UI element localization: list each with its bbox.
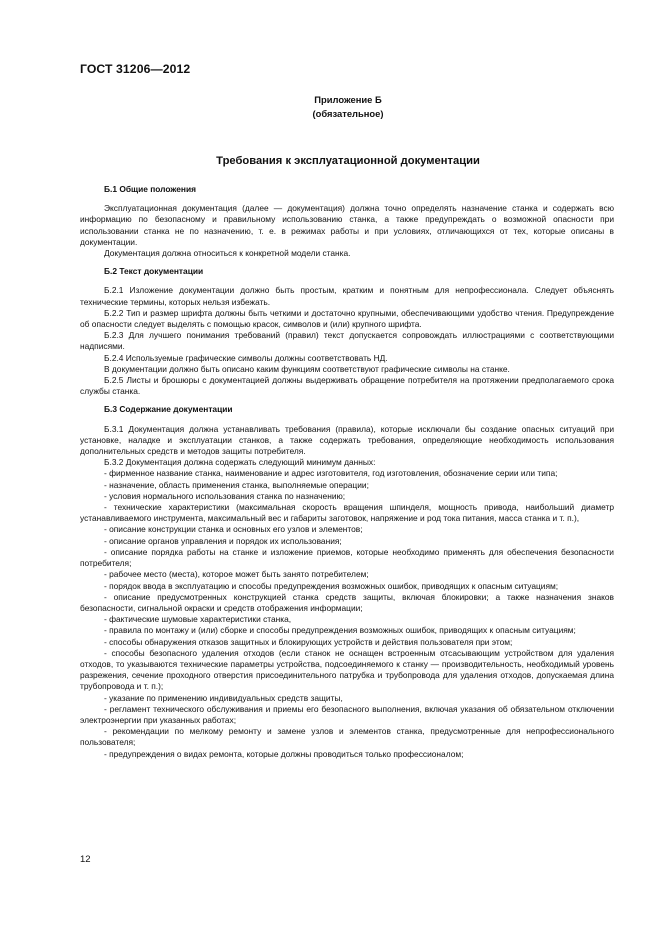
paragraph: В документации должно быть описано каким функциям соответствуют графические символы на станке. — [104, 363, 510, 374]
section-heading-b1: Б.1 Общие положения — [104, 184, 196, 194]
list-item: - рабочее место (места), которое может быть занято потребителем; — [104, 569, 369, 580]
list-item: - порядок ввода в эксплуатацию и способы предупреждения возможных ошибок, приводящих к опасным ситуациям; — [104, 580, 559, 591]
paragraph: Б.2.3 Для лучшего понимания требований (правил) текст допускается сопровождать иллюстрациями с соответствующими надписями. — [80, 330, 614, 352]
paragraph: Б.2.2 Тип и размер шрифта должны быть четкими и достаточно крупными, обеспечивающими удобство чтения. Предупреждение об опасности следует выделять с помощью красок, символов и (или) крупного шрифта. — [80, 307, 614, 330]
list-item: - описание органов управления и порядок их использования; — [104, 535, 342, 546]
section-heading-b3: Б.3 Содержание документации — [104, 404, 233, 415]
document-body — [80, 184, 614, 760]
document-header: ГОСТ 31206—2012 — [80, 62, 191, 76]
paragraph: Б.2.5 Листы и брошюры с документацией должны выдерживать обращение потребителя на протяжении предполагаемого срока службы станка. — [80, 375, 614, 397]
list-item: - фактические шумовые характеристики станка, — [104, 614, 292, 625]
list-item: - назначение, область применения станка, выполняемые операции; — [104, 479, 369, 490]
list-item: - предупреждения о видах ремонта, которые должны проводиться только профессионалом; — [104, 748, 464, 759]
paragraph: Б.2.1 Изложение документации должно быть простым, кратким и понятным для непрофессионала. Следует объяснять технические термины, которых нельзя избежать. — [80, 285, 614, 307]
list-item: - способы обнаружения отказов защитных и блокирующих устройств и действия пользователя при этом; — [104, 636, 513, 647]
appendix-label-block — [0, 93, 661, 121]
list-item: - описание предусмотренных конструкцией станка средств защиты, включая блокировки; а также назначения знаков безопасности, сигнальной окраски и средств отображения информации; — [80, 591, 614, 613]
section-heading-b2: Б.2 Текст документации — [104, 266, 204, 277]
list-item: - фирменное название станка, наименование и адрес изготовителя, год изготовления, обозначение серии или типа; — [104, 468, 558, 479]
list-item: - указание по применению индивидуальных средств защиты, — [104, 692, 343, 703]
list-item: - рекомендации по мелкому ремонту и замене узлов и элементов станка, предусмотренные для непрофессионального пользователя; — [80, 726, 614, 748]
appendix-title-text: Требования к эксплуатационной документации — [216, 155, 480, 167]
list-item: - правила по монтажу и (или) сборке и способы предупреждения возможных ошибок, приводящих к опасным ситуациям; — [104, 625, 576, 636]
paragraph: Документация должна относиться к конкретной модели станка. — [104, 248, 351, 259]
list-item: - описание конструкции станка и основных его узлов и элементов; — [104, 524, 363, 535]
appendix-label: Приложение Б — [314, 94, 382, 105]
appendix-type: (обязательное) — [312, 108, 384, 119]
page-number: 12 — [80, 854, 91, 865]
paragraph: Б.3.2 Документация должна содержать следующий минимум данных: — [104, 457, 376, 468]
paragraph: Б.3.1 Документация должна устанавливать требования (правила), которые исключали бы создание опасных ситуаций при установке, наладке и эксплуатации станков, а также содержать требования, определяющие необходимость использования дополнительных средств и методов защиты потребителя. — [80, 423, 614, 457]
list-item: - технические характеристики (максимальная скорость вращения шпинделя, мощность привода, наибольший диаметр устанавливаемого инструмента, максимальный вес и габариты заготовок, напряжение и род тока питания, масса станка и т. п.), — [80, 502, 614, 524]
list-item: - регламент технического обслуживания и приемы его безопасного выполнения, включая указания об обязательном отключении электроэнергии при указанных работах; — [80, 703, 614, 725]
appendix-title — [0, 155, 661, 167]
list-item: - условия нормального использования станка по назначению; — [104, 490, 346, 501]
paragraph: Б.2.4 Используемые графические символы должны соответствовать НД. — [104, 352, 388, 363]
list-item: - способы безопасного удаления отходов (если станок не оснащен встроенным отсасывающим устройством для удаления отходов, то указываются технические параметры устройства, подсоединяемого к станку — производительность, необходимый уровень разрежения, сечение проходного отверстия присоединительного патрубка и трубопровода для удаления отходов, допускаемая длина трубопровода и т. п.); — [80, 647, 614, 692]
paragraph: Эксплуатационная документация (далее — документация) должна точно определять назначение станка и содержать всю информацию по безопасному и правильному использованию станка, а также предупреждать о возможной опасности при использовании станка не по назначению, т. е. в режимах работы и при условиях, отличающихся от тех, которые описаны в документации. — [80, 203, 614, 247]
list-item: - описание порядка работы на станке и изложение приемов, которые необходимо применять для обеспечения безопасности потребителя; — [80, 546, 614, 569]
